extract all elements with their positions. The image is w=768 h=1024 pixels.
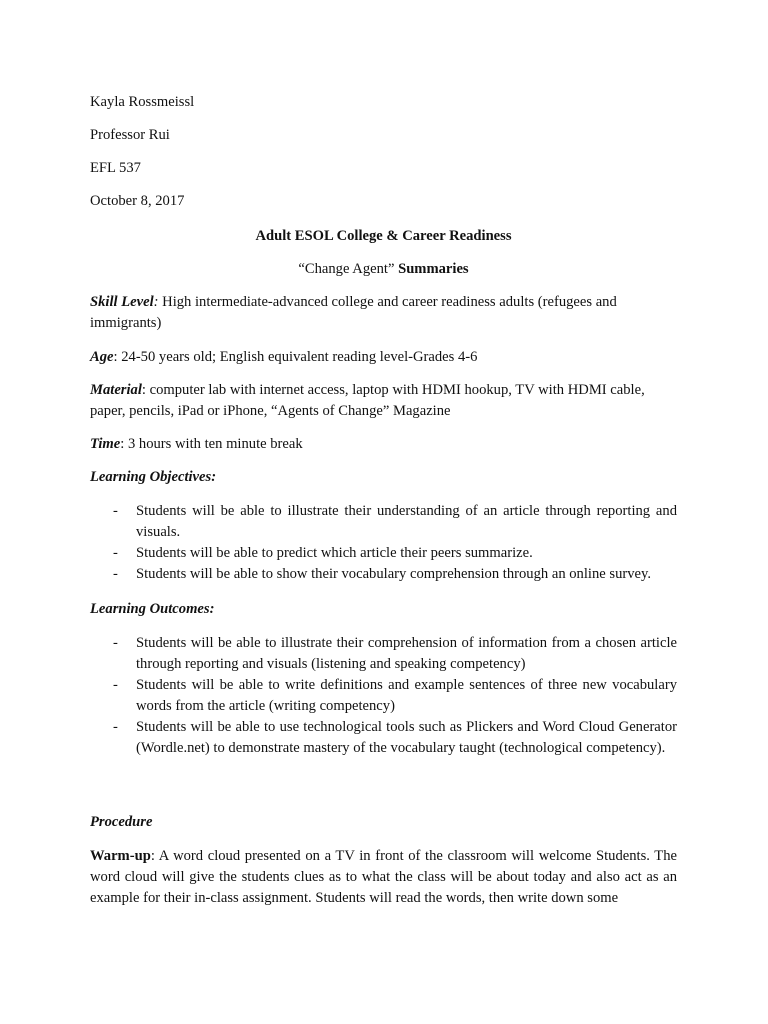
outcome-text: Students will be able to write definitions and example sentences of three new vocabulary words from the article (writing competency)	[136, 677, 677, 714]
outcome-text: Students will be able to illustrate their comprehension of information from a chosen article through reporting and visuals (listening and speaking competency)	[136, 635, 677, 672]
warmup-label: Warm-up	[90, 848, 151, 864]
skill-level-colon: :	[153, 294, 163, 310]
list-item	[90, 675, 677, 717]
list-item	[90, 501, 677, 543]
age-text: 24-50 years old; English equivalent reading level-Grades 4-6	[121, 349, 478, 365]
list-item	[90, 633, 677, 675]
list-item	[90, 543, 677, 564]
dash-bullet: -	[113, 566, 118, 582]
objective-text: Students will be able to predict which article their peers summarize.	[136, 545, 533, 561]
subtitle-bold: Summaries	[398, 261, 469, 277]
warmup-paragraph	[90, 846, 677, 909]
list-item	[90, 717, 677, 759]
procedure-heading: Procedure	[90, 814, 153, 830]
outcome-text: Students will be able to use technological tools such as Plickers and Word Cloud Generator (Wordle.net) to demonstrate mastery of the vocabulary taught (technological competency).	[136, 719, 677, 756]
material-text: computer lab with internet access, laptop with HDMI hookup, TV with HDMI cable, paper, pencils, iPad or iPhone, “Agents of Change” Magazine	[90, 382, 645, 419]
age-paragraph	[90, 347, 677, 368]
time-text: 3 hours with ten minute break	[127, 436, 303, 452]
skill-level-label: Skill Level	[90, 294, 154, 310]
time-label: Time	[90, 436, 121, 452]
dash-bullet: -	[113, 635, 118, 651]
course-code: EFL 537	[90, 160, 141, 176]
author-name: Kayla Rossmeissl	[90, 94, 195, 110]
document-subtitle	[90, 259, 677, 280]
objective-text: Students will be able to show their vocabulary comprehension through an online survey.	[136, 566, 651, 582]
learning-outcomes-heading: Learning Outcomes:	[90, 601, 215, 617]
time-paragraph	[90, 434, 677, 455]
skill-level-paragraph	[90, 292, 677, 334]
objective-text: Students will be able to illustrate their understanding of an article through reporting and visuals.	[136, 503, 677, 540]
time-colon: :	[120, 436, 128, 452]
learning-outcomes-list	[90, 633, 677, 759]
list-item	[90, 564, 677, 585]
dash-bullet: -	[113, 503, 118, 519]
age-colon: :	[113, 349, 122, 365]
material-colon: :	[141, 382, 150, 398]
dash-bullet: -	[113, 545, 118, 561]
learning-objectives-heading: Learning Objectives:	[90, 469, 217, 485]
material-paragraph	[90, 380, 677, 422]
skill-level-text: High intermediate-advanced college and career readiness adults (refugees and immigrants)	[90, 294, 617, 331]
warmup-text: : A word cloud presented on a TV in front of the classroom will welcome Students. The word cloud will give the students clues as to what the class will be about today and also act as an example for their in-class assignment. Students will read the words, then write down some	[90, 848, 677, 906]
document-title: Adult ESOL College & Career Readiness	[255, 228, 512, 244]
age-label: Age	[90, 349, 114, 365]
professor-name: Professor Rui	[90, 127, 170, 143]
material-label: Material	[90, 382, 142, 398]
dash-bullet: -	[113, 677, 118, 693]
subtitle-quoted: “Change Agent”	[298, 261, 399, 277]
dash-bullet: -	[113, 719, 118, 735]
date: October 8, 2017	[90, 193, 185, 209]
learning-objectives-list	[90, 501, 677, 585]
